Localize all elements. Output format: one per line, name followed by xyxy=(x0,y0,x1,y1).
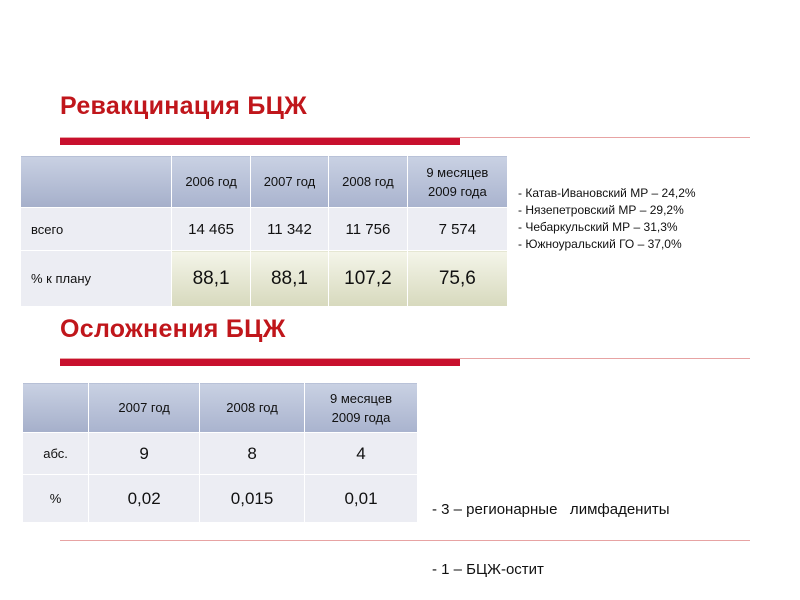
header-line: 2009 года xyxy=(427,183,487,199)
note-item: - Чебаркульский МР – 31,3% xyxy=(518,220,678,234)
note-item: - Катав-Ивановский МР – 24,2% xyxy=(518,186,696,200)
table-cell: 0,015 xyxy=(200,475,305,523)
table-cell: 11 756 xyxy=(329,208,408,251)
section1-notes xyxy=(518,185,696,253)
column-header xyxy=(407,156,507,208)
table-cell: 11 342 xyxy=(250,208,328,251)
table-corner-cell xyxy=(21,156,172,208)
section2-title: Осложнения БЦЖ xyxy=(60,315,286,343)
note-item: - Южноуральский ГО – 37,0% xyxy=(518,237,682,251)
column-header: 2007 год xyxy=(250,156,328,208)
table-corner-cell xyxy=(23,383,89,433)
column-header: 2007 год xyxy=(89,383,200,433)
table-cell: 0,01 xyxy=(304,475,417,523)
table-cell: 107,2 xyxy=(329,251,408,307)
section2-divider-line xyxy=(60,358,750,359)
table-cell: 9 xyxy=(89,433,200,475)
section1-divider-line xyxy=(60,137,750,138)
row-label: всего xyxy=(21,208,172,251)
table-row xyxy=(23,433,418,475)
table-cell: 88,1 xyxy=(250,251,328,307)
table-row xyxy=(23,475,418,523)
section1-title: Ревакцинация БЦЖ xyxy=(60,92,308,120)
column-header: 2008 год xyxy=(200,383,305,433)
column-header xyxy=(304,383,417,433)
note-item: - 3 – регионарные лимфадениты xyxy=(432,501,670,518)
table-cell: 14 465 xyxy=(172,208,250,251)
table-cell: 4 xyxy=(304,433,417,475)
table-row xyxy=(21,251,508,307)
revaccination-table xyxy=(20,155,508,307)
column-header: 2008 год xyxy=(329,156,408,208)
table-cell: 7 574 xyxy=(407,208,507,251)
row-label: % xyxy=(23,475,89,523)
row-label: абс. xyxy=(23,433,89,475)
header-line: 9 месяцев xyxy=(426,164,489,180)
note-item: - Нязепетровский МР – 29,2% xyxy=(518,203,684,217)
section1-title-underline xyxy=(60,137,460,145)
table-cell: 8 xyxy=(200,433,305,475)
section2-title-underline xyxy=(60,358,460,366)
footer-divider-line xyxy=(60,540,750,541)
column-header: 2006 год xyxy=(172,156,250,208)
note-item: - 1 – БЦЖ-остит xyxy=(432,561,544,578)
complications-table xyxy=(22,382,418,523)
table-row xyxy=(21,208,508,251)
table-cell: 88,1 xyxy=(172,251,250,307)
table-cell: 75,6 xyxy=(407,251,507,307)
header-line: 9 месяцев xyxy=(329,390,392,406)
section2-notes xyxy=(432,460,669,600)
table-cell: 0,02 xyxy=(89,475,200,523)
header-line: 2009 года xyxy=(331,409,391,425)
row-label: % к плану xyxy=(21,251,172,307)
